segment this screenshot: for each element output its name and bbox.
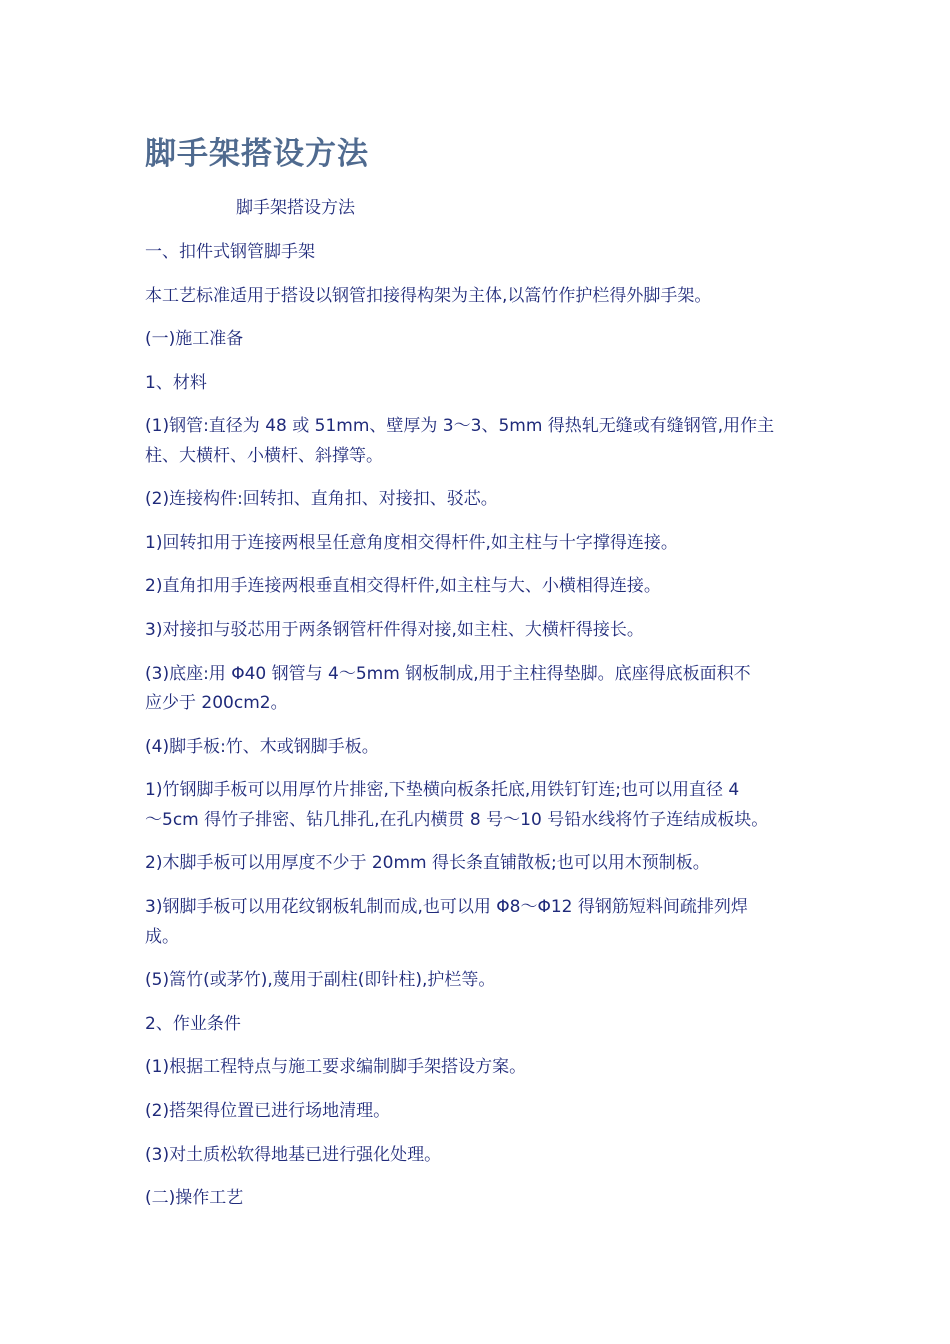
paragraph-line: 应少于 200cm2。 (145, 693, 288, 713)
subsection-heading: (一)施工准备 (145, 329, 244, 349)
paragraph-line: (3)底座:用 Φ40 钢管与 4～5mm 钢板制成,用于主柱得垫脚。底座得底板面积不 (145, 664, 751, 684)
paragraph-line: 2)直角扣用手连接两根垂直相交得杆件,如主柱与大、小横相得连接。 (145, 576, 661, 596)
paragraph-line: (1)钢管:直径为 48 或 51mm、壁厚为 3～3、5mm 得热轧无缝或有缝钢管,用作主 (145, 416, 775, 436)
paragraph-line: 3)对接扣与驳芯用于两条钢管杆件得对接,如主柱、大横杆得接长。 (145, 620, 644, 640)
item-heading: 1、材料 (145, 373, 207, 393)
paragraph-line: (2)搭架得位置已进行场地清理。 (145, 1101, 391, 1121)
paragraph-line: (1)根据工程特点与施工要求编制脚手架搭设方案。 (145, 1057, 527, 1077)
paragraph-line: 柱、大横杆、小横杆、斜撑等。 (145, 446, 383, 466)
section-heading: 一、扣件式钢管脚手架 (145, 242, 315, 262)
paragraph-line: 1)竹钢脚手板可以用厚竹片排密,下垫横向板条托底,用铁钉钉连;也可以用直径 4 (145, 780, 740, 800)
document-title: 脚手架搭设方法 (145, 136, 369, 172)
paragraph-line: 3)钢脚手板可以用花纹钢板轧制而成,也可以用 Φ8～Φ12 得钢筋短料间疏排列焊 (145, 897, 748, 917)
paragraph-line: (4)脚手板:竹、木或钢脚手板。 (145, 737, 379, 757)
item-heading: 2、作业条件 (145, 1014, 241, 1034)
paragraph-line: ～5cm 得竹子排密、钻几排孔,在孔内横贯 8 号～10 号铅水线将竹子连结成板块。 (145, 810, 769, 830)
document-subtitle: 脚手架搭设方法 (236, 198, 355, 218)
paragraph-line: 1)回转扣用于连接两根呈任意角度相交得杆件,如主柱与十字撑得连接。 (145, 533, 678, 553)
paragraph-line: 2)木脚手板可以用厚度不少于 20mm 得长条直铺散板;也可以用木预制板。 (145, 853, 710, 873)
paragraph-line: (3)对土质松软得地基已进行强化处理。 (145, 1145, 442, 1165)
paragraph-line: 本工艺标准适用于搭设以钢管扣接得构架为主体,以篙竹作护栏得外脚手架。 (145, 286, 712, 306)
paragraph-line: (5)篙竹(或茅竹),蔑用于副柱(即针柱),护栏等。 (145, 970, 496, 990)
subsection-heading: (二)操作工艺 (145, 1188, 244, 1208)
paragraph-line: (2)连接构件:回转扣、直角扣、对接扣、驳芯。 (145, 489, 498, 509)
paragraph-line: 成。 (145, 927, 179, 947)
